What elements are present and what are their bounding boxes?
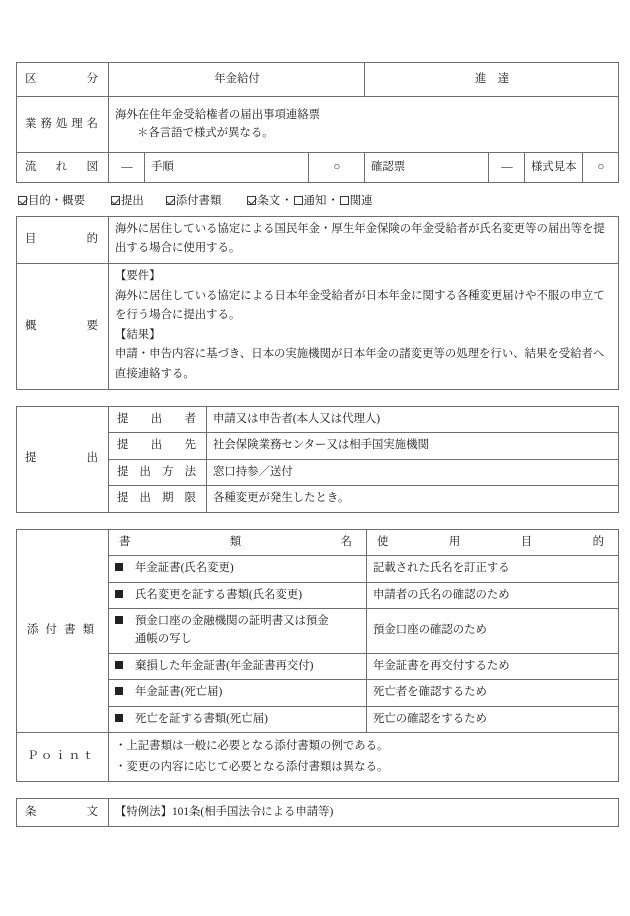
outline-label: 概 要	[17, 264, 109, 390]
submission-value-submitter: 申請又は申告者(本人又は代理人)	[207, 406, 619, 432]
checkbox-attachments-box[interactable]	[166, 196, 175, 205]
bullet-square-icon	[115, 616, 123, 624]
outline-result-text: 申請・申告内容に基づき、日本の実施機関が日本年金の諸変更等の処理を行い、結果を受給者へ直接連絡する。	[115, 348, 605, 381]
checkbox-submission-box[interactable]	[111, 196, 120, 205]
submission-key-method: 提 出 方 法	[109, 459, 207, 485]
outline-result-heading: 【結果】	[115, 328, 161, 341]
checkbox-notice[interactable]	[294, 194, 327, 209]
submission-key-submitter: 提 出 者	[109, 406, 207, 432]
checkbox-related-label: 関連	[349, 195, 373, 207]
bullet-square-icon	[115, 661, 123, 669]
submission-value-destination: 社会保険業務センター又は相手国実施機関	[207, 433, 619, 459]
flow-name-2: 確認票	[365, 153, 489, 183]
submission-key-deadline: 提 出 期 限	[109, 486, 207, 512]
submission-value-deadline: 各種変更が発生したとき。	[207, 486, 619, 512]
header-row-category	[17, 63, 619, 97]
purpose-label: 目 的	[17, 216, 109, 263]
checkbox-separator-1: ・	[281, 195, 293, 207]
checkbox-related-box[interactable]	[340, 196, 349, 205]
purpose-outline-table	[16, 216, 619, 390]
checkbox-purpose-outline[interactable]	[18, 194, 85, 209]
attachment-purpose-1: 申請者の氏名の確認のため	[367, 582, 619, 608]
point-row	[17, 733, 619, 782]
submission-table	[16, 406, 619, 513]
checkbox-purpose-outline-label: 目的・概要	[28, 195, 85, 207]
flow-table	[16, 152, 619, 183]
attachment-name-cell-0	[109, 556, 367, 582]
category-label: 区 分	[17, 63, 109, 97]
spacer-1	[16, 390, 618, 406]
attachments-header-row	[17, 529, 619, 555]
bullet-square-icon	[115, 687, 123, 695]
attachments-col-name-header: 書 類 名	[109, 529, 367, 555]
checkbox-related[interactable]	[340, 194, 373, 209]
forward-value: 進 達	[365, 63, 619, 97]
attachment-name-cell-3	[109, 653, 367, 679]
checkbox-article[interactable]	[247, 194, 280, 209]
process-label: 業 務 処 理 名	[17, 97, 109, 153]
article-label: 条 文	[17, 798, 109, 826]
point-item-0: ・上記書類は一般に必要となる添付書類の例である。	[115, 740, 389, 753]
attachment-name-cell-2	[109, 608, 367, 653]
purpose-text: 海外に居住している協定による国民年金・厚生年金保険の年金受給者が氏名変更等の届出等を提出する場合に使用する。	[109, 216, 619, 263]
outline-requirement-text: 海外に居住している協定による日本年金受給者が日本年金に関する各種変更届けや不服の申立てを行う場合に提出する。	[115, 289, 605, 322]
checkbox-notice-box[interactable]	[294, 196, 303, 205]
point-body	[109, 733, 619, 782]
checkbox-submission[interactable]	[111, 194, 144, 209]
flow-row	[17, 153, 619, 183]
checkbox-article-label: 条文	[257, 195, 281, 207]
outline-body	[109, 264, 619, 390]
checkbox-attachments-label: 添付書類	[175, 195, 222, 207]
flow-mark-2: ○	[309, 153, 365, 183]
checkbox-article-box[interactable]	[247, 196, 256, 205]
point-item-1: ・変更の内容に応じて必要となる添付書類は異なる。	[115, 760, 389, 773]
point-label: Ｐｏｉｎｔ	[17, 733, 109, 782]
submission-key-destination: 提 出 先	[109, 433, 207, 459]
attachment-purpose-4: 死亡者を確認するため	[367, 680, 619, 706]
attachment-purpose-3: 年金証書を再交付するため	[367, 653, 619, 679]
spacer-2	[16, 513, 618, 529]
header-row-process	[17, 97, 619, 153]
attachment-name-3: 棄損した年金証書(年金証書再交付)	[135, 659, 314, 672]
spacer-3	[16, 782, 618, 798]
checkbox-purpose-outline-box[interactable]	[18, 196, 27, 205]
attachment-name-cell-1	[109, 582, 367, 608]
attachment-name-5: 死亡を証する書類(死亡届)	[135, 712, 268, 725]
submission-row-submitter	[17, 406, 619, 432]
process-note: ＊各言語で様式が異なる。	[137, 127, 274, 139]
attachment-name-cell-4	[109, 680, 367, 706]
attachment-name-cell-5	[109, 706, 367, 732]
checkbox-notice-label: 通知	[303, 195, 327, 207]
attachment-name-2: 預金口座の金融機関の証明書又は預金通帳の写し	[135, 614, 329, 646]
attachment-name-0: 年金証書(氏名変更)	[135, 562, 234, 575]
flow-name-3: 様式見本	[525, 153, 583, 183]
outline-row	[17, 264, 619, 390]
checkbox-attachments[interactable]	[166, 194, 222, 209]
process-value-cell	[109, 97, 619, 153]
attachment-name-4: 年金証書(死亡届)	[135, 686, 223, 699]
submission-value-method: 窓口持参／送付	[207, 459, 619, 485]
flow-mark-4: ○	[583, 153, 619, 183]
article-table	[16, 798, 619, 827]
attachment-purpose-0: 記載された氏名を訂正する	[367, 556, 619, 582]
attachments-label: 添 付 書 類	[17, 529, 109, 733]
attachment-purpose-5: 死亡の確認をするため	[367, 706, 619, 732]
category-value: 年金給付	[109, 63, 365, 97]
flow-mark-1: ―	[109, 153, 145, 183]
outline-requirement-heading: 【要件】	[115, 270, 161, 283]
attachments-table	[16, 529, 619, 782]
bullet-square-icon	[115, 590, 123, 598]
checkbox-submission-label: 提出	[120, 195, 144, 207]
header-table	[16, 62, 619, 153]
submission-label: 提 出	[17, 406, 109, 512]
bullet-square-icon	[115, 563, 123, 571]
process-value: 海外在住年金受給権者の届出事項連絡票	[115, 108, 321, 121]
article-row	[17, 798, 619, 826]
flow-label: 流 れ 図	[17, 153, 109, 183]
attachments-col-purpose-header: 使 用 目 的	[367, 529, 619, 555]
attachment-purpose-2: 預金口座の確認のため	[367, 608, 619, 653]
purpose-row	[17, 216, 619, 263]
article-text: 【特例法】101条(相手国法令による申請等)	[109, 798, 619, 826]
checkbox-separator-2: ・	[327, 195, 339, 207]
attachment-name-1: 氏名変更を証する書類(氏名変更)	[135, 588, 303, 601]
section-checkbox-strip	[18, 194, 620, 209]
flow-mark-3: ―	[489, 153, 525, 183]
flow-name-1: 手順	[145, 153, 309, 183]
bullet-square-icon	[115, 714, 123, 722]
